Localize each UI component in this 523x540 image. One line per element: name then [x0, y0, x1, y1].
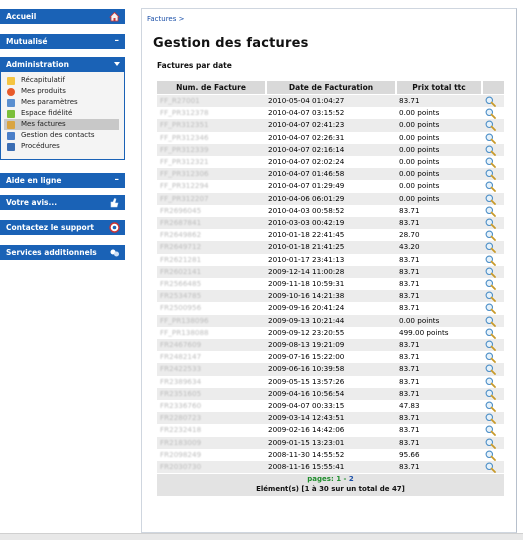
- table-row[interactable]: [157, 339, 504, 351]
- main-panel: [141, 8, 517, 533]
- loyalty-icon: [7, 110, 15, 118]
- invoice-icon: [7, 121, 15, 129]
- hand-icon: [109, 197, 120, 208]
- invoice-number[interactable]: FF_PR312378: [160, 108, 209, 118]
- menu-item-mes-factures[interactable]: [4, 119, 119, 130]
- invoice-number[interactable]: FR2621281: [160, 254, 202, 264]
- table-footer: [157, 474, 504, 496]
- magnifier-icon[interactable]: [485, 438, 501, 449]
- magnifier-icon[interactable]: [485, 364, 501, 375]
- table-row[interactable]: [157, 144, 504, 156]
- invoice-date: 2009-02-16 14:42:06: [268, 425, 345, 435]
- invoice-price: 499.00 points: [399, 327, 449, 337]
- table-row[interactable]: [157, 156, 504, 168]
- magnifier-icon[interactable]: [485, 340, 501, 351]
- menu-item-label: Mes factures: [21, 120, 66, 128]
- table-row[interactable]: [157, 266, 504, 278]
- invoice-number[interactable]: FF_PR138088: [160, 327, 209, 337]
- invoice-date: 2010-05-04 01:04:27: [268, 96, 345, 105]
- invoice-number[interactable]: FR2232418: [160, 425, 202, 435]
- table-row[interactable]: [157, 229, 504, 241]
- menu-item-espace-fidelite[interactable]: [4, 108, 119, 119]
- invoice-date: 2010-04-07 02:26:31: [268, 132, 345, 142]
- collapse-icon[interactable]: –: [114, 36, 119, 46]
- menu-item-mes-parametres[interactable]: [4, 97, 119, 108]
- sidebar-accueil[interactable]: [0, 9, 125, 24]
- home-icon: [109, 11, 120, 22]
- table-row[interactable]: [157, 315, 504, 327]
- invoice-price: 0.00 points: [399, 144, 440, 154]
- invoice-date: 2010-03-03 00:42:19: [268, 218, 345, 227]
- magnifier-icon[interactable]: [485, 377, 501, 388]
- invoice-price: 0.00 points: [399, 132, 440, 142]
- table-row[interactable]: [157, 412, 504, 424]
- magnifier-icon[interactable]: [485, 413, 501, 424]
- invoice-price: 83.71: [399, 462, 420, 471]
- invoice-date: 2010-01-18 21:41:25: [268, 242, 345, 252]
- magnifier-icon[interactable]: [485, 401, 501, 412]
- invoice-number[interactable]: FR2534785: [160, 291, 202, 301]
- invoice-price: 0.00 points: [399, 108, 440, 118]
- table-row[interactable]: [157, 241, 504, 253]
- invoice-number[interactable]: FF_PR312207: [160, 193, 209, 203]
- invoice-date: 2009-09-12 23:20:55: [268, 327, 345, 337]
- invoice-price: 47.83: [399, 401, 420, 410]
- table-row[interactable]: [157, 424, 504, 436]
- invoice-price: 83.71: [399, 388, 420, 398]
- invoice-date: 2010-01-17 23:41:13: [268, 254, 345, 264]
- table-row[interactable]: [157, 168, 504, 180]
- invoice-price: 0.00 points: [399, 169, 440, 179]
- menu-item-label: Procédures: [21, 142, 60, 150]
- invoice-date: 2009-05-15 13:57:26: [268, 376, 345, 386]
- elements-count: Elément(s) [1 à 30 sur un total de 47]: [256, 485, 405, 494]
- invoice-date: 2010-04-07 02:16:14: [268, 144, 345, 154]
- table-row[interactable]: [157, 132, 504, 144]
- sidebar-aide-label: Aide en ligne: [6, 176, 62, 185]
- pagination-prefix: pages:: [307, 475, 334, 484]
- menu-item-gestion-contacts[interactable]: [4, 130, 119, 141]
- menu-item-label: Gestion des contacts: [21, 131, 95, 139]
- sidebar-votre-avis[interactable]: [0, 195, 125, 210]
- table-row[interactable]: [157, 376, 504, 388]
- table-row[interactable]: [157, 119, 504, 131]
- procedures-icon: [7, 143, 15, 151]
- page-separator: -: [343, 475, 347, 484]
- invoice-number[interactable]: FR2351605: [160, 388, 202, 398]
- invoice-price: 83.71: [399, 437, 420, 447]
- magnifier-icon[interactable]: [485, 389, 501, 400]
- invoice-date: 2009-10-16 14:21:38: [268, 291, 345, 301]
- sidebar-administration-label: Administration: [6, 60, 69, 69]
- window-bottom-strip: [0, 533, 523, 540]
- sidebar-mutualise-label: Mutualisé: [6, 37, 48, 46]
- invoice-date: 2010-04-06 06:01:29: [268, 193, 345, 203]
- magnifier-icon[interactable]: [485, 328, 501, 339]
- invoice-price: 43.20: [399, 242, 420, 252]
- magnifier-icon[interactable]: [485, 352, 501, 363]
- invoice-number[interactable]: FR2098249: [160, 449, 202, 459]
- settings-icon: [7, 99, 15, 107]
- invoice-number[interactable]: FR2696045: [160, 205, 202, 215]
- invoice-price: 83.71: [399, 96, 420, 105]
- table-row[interactable]: [157, 363, 504, 375]
- invoice-date: 2009-04-16 10:56:54: [268, 388, 345, 398]
- menu-item-label: Mes paramètres: [21, 98, 78, 106]
- menu-item-procedures[interactable]: [4, 141, 119, 152]
- invoice-date: 2010-04-07 02:02:24: [268, 157, 345, 166]
- products-icon: [7, 88, 15, 96]
- invoice-number[interactable]: FR2566485: [160, 279, 202, 288]
- invoice-date: 2009-01-15 13:23:01: [268, 437, 345, 447]
- support-lifebuoy-icon: [109, 222, 120, 233]
- magnifier-icon[interactable]: [485, 133, 501, 144]
- invoice-number[interactable]: FR2649862: [160, 230, 202, 240]
- sidebar-administration[interactable]: [0, 57, 125, 72]
- magnifier-icon[interactable]: [485, 291, 501, 302]
- invoice-number[interactable]: FR2467609: [160, 340, 202, 349]
- invoice-date: 2009-11-18 10:59:31: [268, 279, 345, 288]
- invoice-date: 2008-11-16 15:55:41: [268, 462, 345, 471]
- sidebar: [0, 0, 125, 540]
- invoice-date: 2009-03-14 12:43:51: [268, 413, 345, 423]
- sidebar-accueil-label: Accueil: [6, 12, 37, 21]
- invoice-date: 2009-06-16 10:39:58: [268, 364, 345, 374]
- chevron-down-icon[interactable]: [114, 62, 120, 66]
- menu-item-mes-produits[interactable]: [4, 86, 119, 97]
- invoice-number[interactable]: FF_PR312306: [160, 169, 209, 179]
- pagination: [157, 475, 504, 483]
- invoice-price: 0.00 points: [399, 157, 440, 166]
- invoice-date: 2010-04-03 00:58:52: [268, 205, 345, 215]
- folder-icon: [7, 77, 15, 85]
- invoice-number[interactable]: FR2030730: [160, 462, 202, 471]
- invoice-number[interactable]: FF_PR312339: [160, 144, 209, 154]
- table-row[interactable]: [157, 254, 504, 266]
- breadcrumb[interactable]: Factures >: [147, 15, 185, 23]
- invoice-number[interactable]: FR2422533: [160, 364, 202, 374]
- invoice-date: 2008-11-30 14:55:52: [268, 449, 345, 459]
- sidebar-mutualise[interactable]: [0, 34, 125, 49]
- magnifier-icon[interactable]: [485, 145, 501, 156]
- table-row[interactable]: [157, 351, 504, 363]
- invoice-price: 95.66: [399, 449, 420, 459]
- column-header-view: [483, 81, 504, 94]
- table-row[interactable]: [157, 449, 504, 461]
- sidebar-services-label: Services additionnels: [6, 248, 97, 257]
- invoice-price: 83.71: [399, 205, 420, 215]
- invoice-date: 2009-09-13 10:21:44: [268, 315, 345, 325]
- invoice-date: 2010-01-18 22:41:45: [268, 230, 345, 240]
- invoice-number[interactable]: FF_PR312321: [160, 157, 209, 166]
- invoice-date: 2009-07-16 15:22:00: [268, 352, 345, 362]
- menu-item-label: Espace fidélité: [21, 109, 73, 117]
- magnifier-icon[interactable]: [485, 230, 501, 241]
- invoice-date: 2009-04-07 00:33:15: [268, 401, 345, 410]
- invoice-date: 2010-04-07 01:46:58: [268, 169, 345, 179]
- invoice-number[interactable]: FR2389634: [160, 376, 202, 386]
- magnifier-icon[interactable]: [485, 157, 501, 168]
- menu-item-label: Récapitulatif: [21, 76, 65, 84]
- magnifier-icon[interactable]: [485, 218, 501, 229]
- invoice-number[interactable]: FF_R27001: [160, 96, 200, 105]
- invoice-price: 83.71: [399, 376, 420, 386]
- invoice-price: 83.71: [399, 303, 420, 313]
- column-header-num[interactable]: Num. de Facture: [157, 81, 265, 94]
- magnifier-icon[interactable]: [485, 96, 501, 107]
- invoice-price: 83.71: [399, 279, 420, 288]
- sidebar-contactez-label: Contactez le support: [6, 223, 94, 232]
- invoice-price: 83.71: [399, 266, 420, 276]
- magnifier-icon[interactable]: [485, 181, 501, 192]
- table-row[interactable]: [157, 278, 504, 290]
- table-row[interactable]: [157, 217, 504, 229]
- services-icon: [109, 247, 120, 258]
- magnifier-icon[interactable]: [485, 279, 501, 290]
- table-row[interactable]: [157, 400, 504, 412]
- section-title: Factures par date: [157, 61, 232, 70]
- table-row[interactable]: [157, 205, 504, 217]
- invoice-number[interactable]: FR2687841: [160, 218, 202, 227]
- sidebar-contactez-support[interactable]: [0, 220, 125, 235]
- table-row[interactable]: [157, 461, 504, 473]
- invoice-number[interactable]: FF_PR312346: [160, 132, 209, 142]
- magnifier-icon[interactable]: [485, 194, 501, 205]
- magnifier-icon[interactable]: [485, 255, 501, 266]
- sidebar-aide-en-ligne[interactable]: [0, 173, 125, 188]
- table-row[interactable]: [157, 107, 504, 119]
- magnifier-icon[interactable]: [485, 206, 501, 217]
- invoice-price: 83.71: [399, 413, 420, 423]
- magnifier-icon[interactable]: [485, 120, 501, 131]
- menu-item-recapitulatif[interactable]: [4, 75, 119, 86]
- invoice-price: 0.00 points: [399, 120, 440, 130]
- invoice-price: 83.71: [399, 218, 420, 227]
- table-row[interactable]: [157, 193, 504, 205]
- invoice-date: 2010-04-07 03:15:52: [268, 108, 345, 118]
- invoice-number[interactable]: FR2500956: [160, 303, 202, 313]
- invoice-date: 2009-12-14 11:00:28: [268, 266, 345, 276]
- invoice-price: 83.71: [399, 364, 420, 374]
- table-row[interactable]: [157, 388, 504, 400]
- invoice-price: 83.71: [399, 425, 420, 435]
- invoice-number[interactable]: FR2280723: [160, 413, 202, 423]
- page-link-2[interactable]: 2: [348, 475, 354, 484]
- magnifier-icon[interactable]: [485, 108, 501, 119]
- magnifier-icon[interactable]: [485, 450, 501, 461]
- invoice-date: 2010-04-07 02:41:23: [268, 120, 345, 130]
- magnifier-icon[interactable]: [485, 316, 501, 327]
- invoice-price: 0.00 points: [399, 193, 440, 203]
- admin-submenu: [0, 72, 125, 160]
- invoice-date: 2010-04-07 01:29:49: [268, 181, 345, 191]
- invoice-price: 0.00 points: [399, 315, 440, 325]
- column-header-price[interactable]: Prix total ttc: [397, 81, 481, 94]
- invoice-price: 83.71: [399, 352, 420, 362]
- magnifier-icon[interactable]: [485, 462, 501, 473]
- invoice-number[interactable]: FF_PR138096: [160, 315, 209, 325]
- table-row[interactable]: [157, 95, 504, 107]
- invoice-price: 83.71: [399, 340, 420, 349]
- menu-item-label: Mes produits: [21, 87, 66, 95]
- invoice-number[interactable]: FF_PR312351: [160, 120, 209, 130]
- magnifier-icon[interactable]: [485, 425, 501, 436]
- collapse-icon[interactable]: –: [114, 175, 119, 185]
- magnifier-icon[interactable]: [485, 242, 501, 253]
- magnifier-icon[interactable]: [485, 267, 501, 278]
- invoice-number[interactable]: FR2482147: [160, 352, 202, 362]
- column-header-date[interactable]: Date de Facturation: [267, 81, 395, 94]
- invoice-price: 83.71: [399, 254, 420, 264]
- invoice-number[interactable]: FF_PR312294: [160, 181, 209, 191]
- sidebar-services-additionnels[interactable]: [0, 245, 125, 260]
- invoice-number[interactable]: FR2602141: [160, 266, 202, 276]
- table-row[interactable]: [157, 437, 504, 449]
- magnifier-icon[interactable]: [485, 169, 501, 180]
- page-title: Gestion des factures: [153, 36, 309, 51]
- table-row[interactable]: [157, 290, 504, 302]
- invoice-price: 0.00 points: [399, 181, 440, 191]
- table-row[interactable]: [157, 302, 504, 314]
- contacts-icon: [7, 132, 15, 140]
- invoice-date: 2009-08-13 19:21:09: [268, 340, 345, 349]
- invoice-number[interactable]: FR2336760: [160, 401, 202, 410]
- table-row[interactable]: [157, 180, 504, 192]
- invoice-price: 28.70: [399, 230, 420, 240]
- invoice-price: 83.71: [399, 291, 420, 301]
- invoice-number[interactable]: FR2649712: [160, 242, 202, 252]
- sidebar-votre-avis-label: Votre avis...: [6, 198, 58, 207]
- invoice-date: 2009-09-16 20:41:24: [268, 303, 345, 313]
- invoice-number[interactable]: FR2183009: [160, 437, 202, 447]
- table-row[interactable]: [157, 327, 504, 339]
- magnifier-icon[interactable]: [485, 303, 501, 314]
- page-current: 1: [336, 475, 342, 484]
